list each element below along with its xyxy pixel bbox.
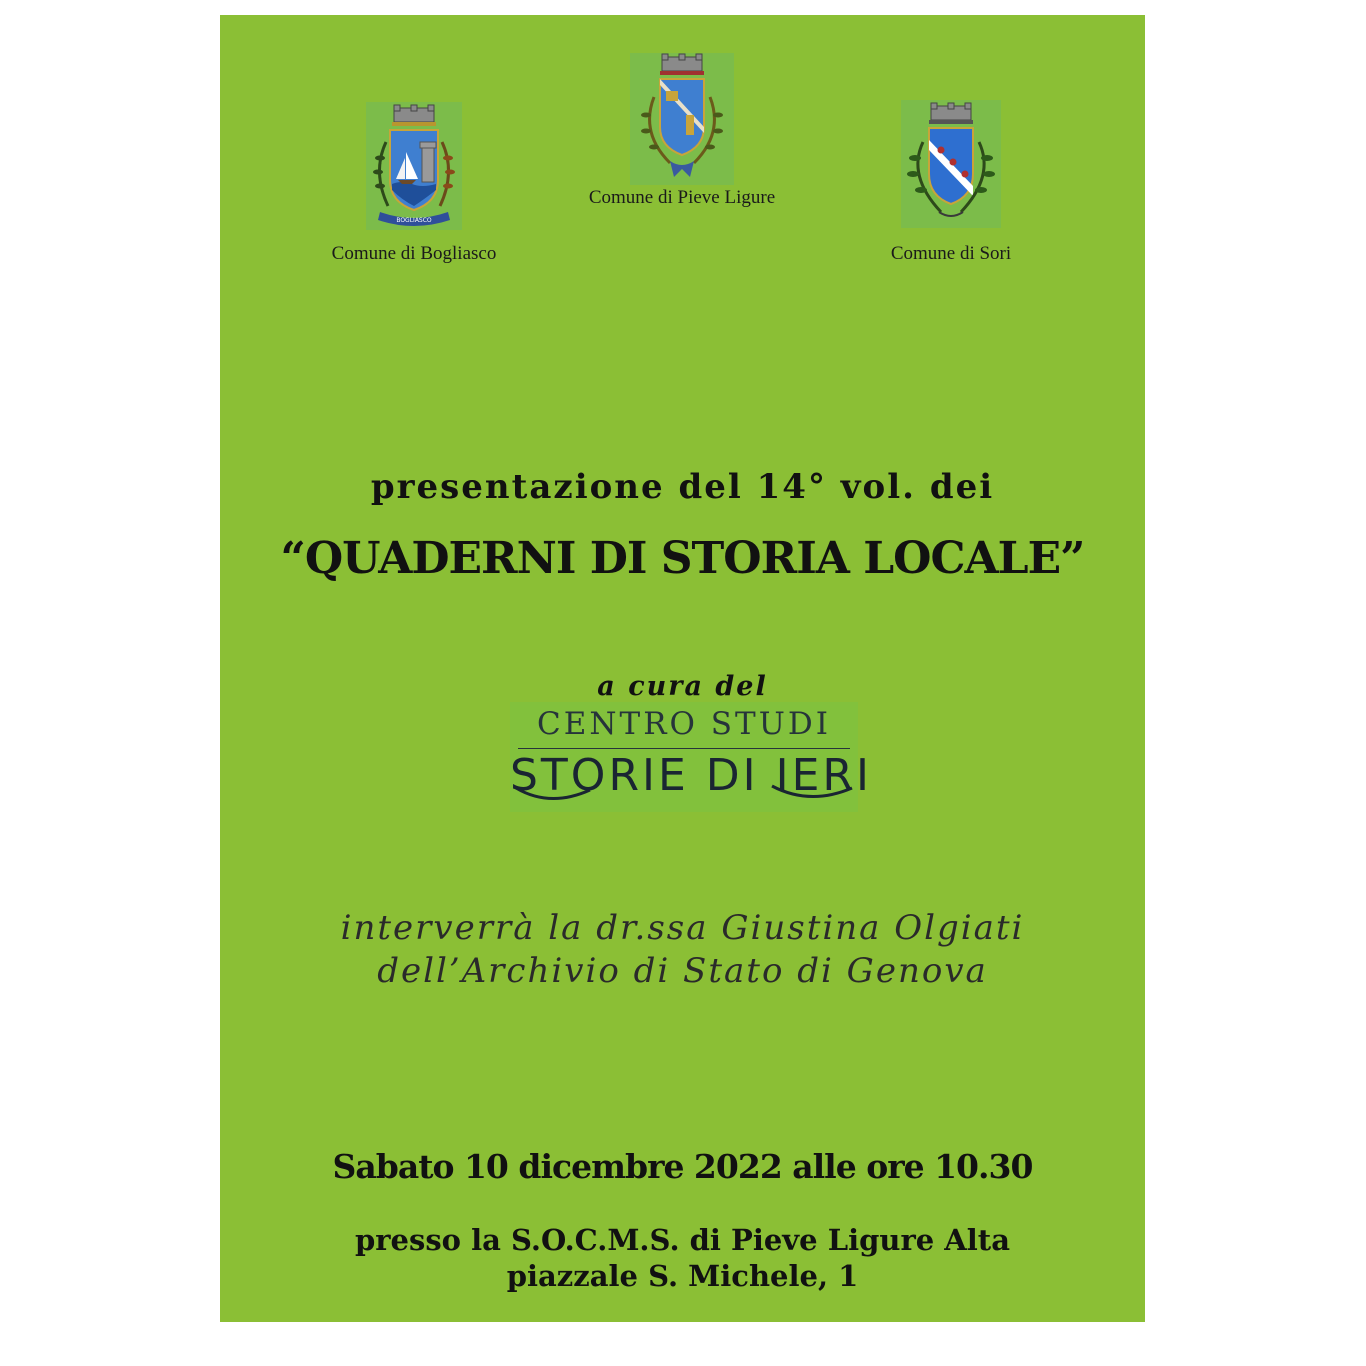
organizer-logo-line2: STORIE DI IERI <box>510 750 872 801</box>
crest-label-pieve-ligure: Comune di Pieve Ligure <box>588 187 776 208</box>
organizer-logo-line1: CENTRO STUDI <box>537 706 831 742</box>
speaker-line-1: interverrà la dr.ssa Giustina Olgiati <box>340 908 1025 948</box>
event-intro: presentazione del 14° vol. dei <box>370 467 995 507</box>
venue-line-2: piazzale S. Michele, 1 <box>506 1259 859 1293</box>
venue-line-1: presso la S.O.C.M.S. di Pieve Ligure Alta <box>355 1223 1010 1257</box>
curated-by-label: a cura del <box>597 671 768 702</box>
event-date: Sabato 10 dicembre 2022 alle ore 10.30 <box>332 1147 1033 1186</box>
bogliasco-crest-icon <box>366 102 462 230</box>
bogliasco-scroll-text: BOGLIASCO <box>396 217 432 224</box>
crest-label-sori: Comune di Sori <box>890 243 1012 264</box>
crest-label-bogliasco: Comune di Bogliasco <box>331 243 497 264</box>
sori-crest-icon <box>901 100 1001 228</box>
speaker-line-2: dell’Archivio di Stato di Genova <box>377 951 988 991</box>
event-poster <box>220 15 1145 1322</box>
pieve-ligure-crest-icon <box>630 53 734 185</box>
logo-swash-icon <box>510 702 872 812</box>
organizer-logo <box>510 702 872 812</box>
event-title: “QUADERNI DI STORIA LOCALE” <box>280 533 1085 584</box>
